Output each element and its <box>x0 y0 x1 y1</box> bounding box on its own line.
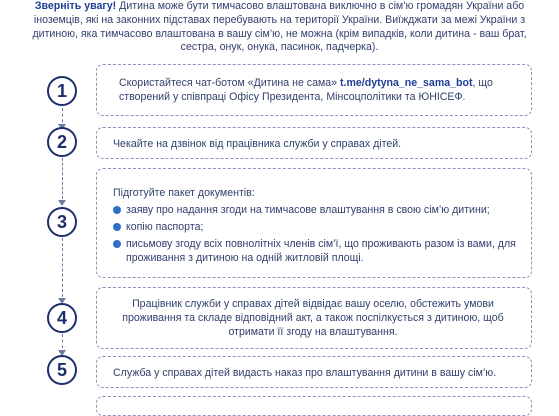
bullet-icon <box>113 206 121 214</box>
step-1-text-after: , що створений у співпраці Офісу Президента, Мінсоцполітики та ЮНІСЕФ. <box>119 77 493 103</box>
step-number-1: 1 <box>47 76 77 106</box>
step-3-intro: Підготуйте пакет документів: <box>113 187 255 199</box>
connector-1-2 <box>62 108 63 128</box>
connector-4-5 <box>62 334 63 354</box>
document-item-text: копію паспорта; <box>126 221 204 233</box>
step-number-4: 4 <box>47 303 77 333</box>
step-number-5: 5 <box>47 355 77 385</box>
notice-text: Дитина може бути тимчасово влаштована виключно в сім’ю громадян України або іноземців, які на законних підставах перебувають на території України. Виїжджати за межі України з дитиною, яка тимчасово влаштована в вашу сім’ю, не можна (крім випадків, коли дитина - ваш брат, сестра, онук, онука, пасинок, падчерка). <box>32 0 527 54</box>
step-1-text-before: Скористайтеся чат-ботом «Дитина не сама» <box>119 77 341 89</box>
step-number-3: 3 <box>47 207 77 237</box>
bullet-icon <box>113 223 121 231</box>
bullet-icon <box>113 240 121 248</box>
chat-bot-link[interactable]: t.me/dytyna_ne_sama_bot <box>340 77 473 89</box>
document-item <box>113 237 517 265</box>
document-item-text: письмову згоду всіх повнолітніх членів сім’ї, що проживають разом із вами, для проживання з дитиною на одній житловій площі. <box>126 238 516 264</box>
step-2-text: Чекайте на дзвінок від працівника служби у справах дітей. <box>113 138 402 150</box>
step-box-6-partial <box>96 396 532 416</box>
step-box-3 <box>96 168 532 278</box>
document-item <box>113 220 517 234</box>
step-5-text: Служба у справах дітей видасть наказ про влаштування дитини в вашу сім’ю. <box>113 367 497 379</box>
step-box-1 <box>96 64 532 116</box>
notice-lead: Зверніть увагу! <box>34 0 117 12</box>
connector-2-3 <box>62 158 63 204</box>
step-4-text: Працівник служби у справах дітей відвідає вашу оселю, обстежить умови проживання та складе відповідний акт, а також поспілкується з дитиною, щоб отримати її згоду на влаштування. <box>122 298 504 338</box>
document-item <box>113 203 517 217</box>
step-box-5 <box>96 356 532 388</box>
step-number-2: 2 <box>47 127 77 157</box>
step-box-4 <box>96 287 532 349</box>
connector-3-4 <box>62 238 63 302</box>
document-item-text: заяву про надання згоди на тимчасове влаштування в свою сім’ю дитини; <box>126 204 490 216</box>
step-box-2 <box>96 127 532 159</box>
notice-paragraph <box>14 0 545 55</box>
